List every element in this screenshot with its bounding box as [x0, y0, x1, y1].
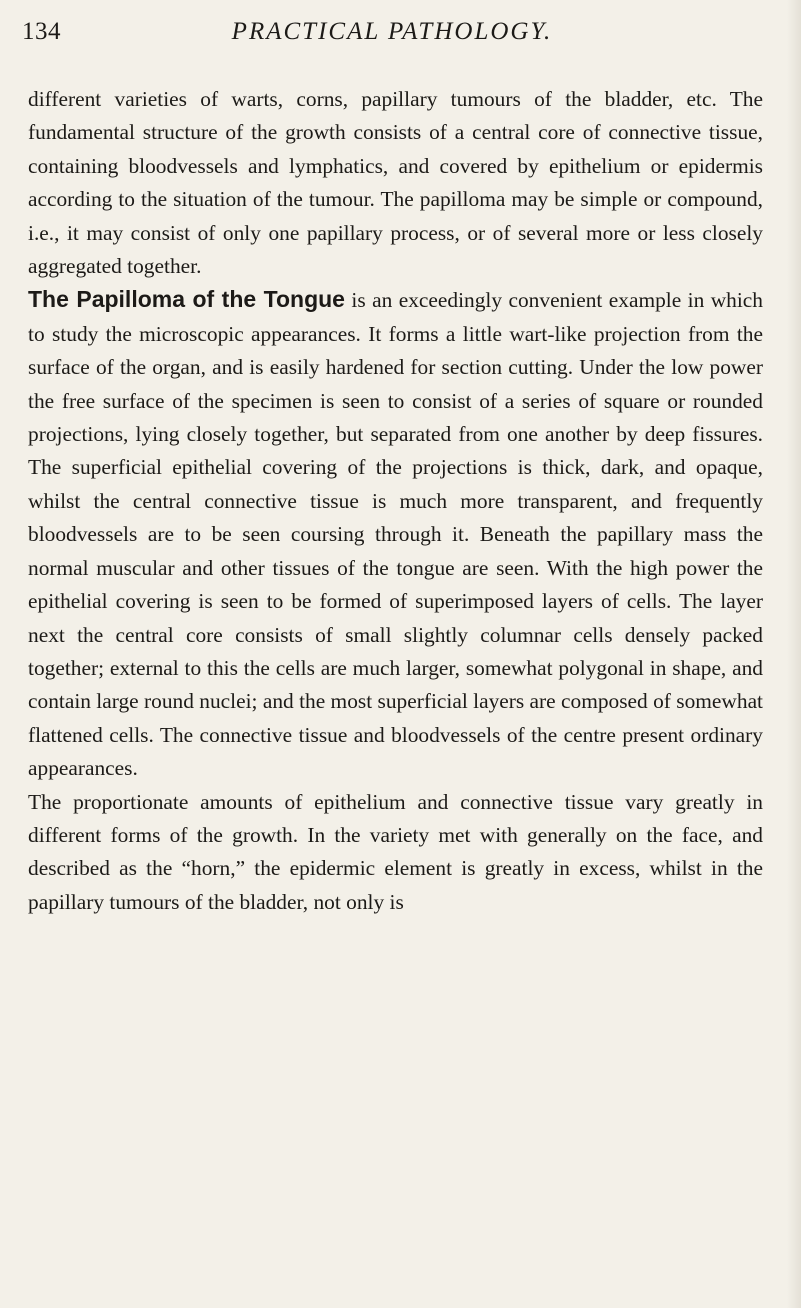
paragraph-1-text: different varieties of warts, corns, papillary tumours of the bladder, etc. The fundamental structure of the growth consists of a central core of connective tissue, containing bloodvessels and lymphatics, and covered by epithelium or epidermis according to the situation of the tumour. The papilloma may be simple or compound, i.e., it may consist of only one papillary process, or of several more or less closely aggregated together.: [28, 87, 763, 279]
paragraph-1: [28, 83, 763, 283]
running-head: [22, 12, 762, 52]
section-heading-papilloma-tongue: The Papilloma of the Tongue: [28, 286, 345, 313]
paragraph-3-text: The proportionate amounts of epithelium and connective tissue vary greatly in different forms of the growth. In the variety met with generally on the face, and described as the “horn,” the epidermic element is greatly in excess, whilst in the papillary tumours of the bladder, not only is: [28, 789, 763, 914]
paragraph-2: [28, 283, 763, 785]
paragraph-2-text: is an exceedingly convenient example in which to study the microscopic appearances. It forms a little wart-like projection from the surface of the organ, and is easily hardened for section cutting. Under the low power the free surface of the specimen is seen to consist of a series of square or rounded projections, lying closely together, but separated from one another by deep fissures. The superficial epithelial covering of the projections is thick, dark, and opaque, whilst the central connective tissue is much more transparent, and frequently bloodvessels are to be seen coursing through it. Beneath the papillary mass the normal muscular and other tissues of the tongue are seen. With the high power the epithelial covering is seen to be formed of superimposed layers of cells. The layer next the central core consists of small slightly columnar cells densely packed together; external to this the cells are much larger, somewhat polygonal in shape, and contain large round nuclei; and the most superficial layers are composed of somewhat flattened cells. The connective tissue and bloodvessels of the centre present ordinary appearances.: [28, 288, 763, 781]
body-text: [28, 83, 763, 919]
page-edge-shadow: [787, 0, 801, 1308]
page-number: 134: [22, 18, 61, 45]
running-title: PRACTICAL PATHOLOGY.: [231, 18, 553, 45]
paragraph-3: [28, 786, 763, 920]
